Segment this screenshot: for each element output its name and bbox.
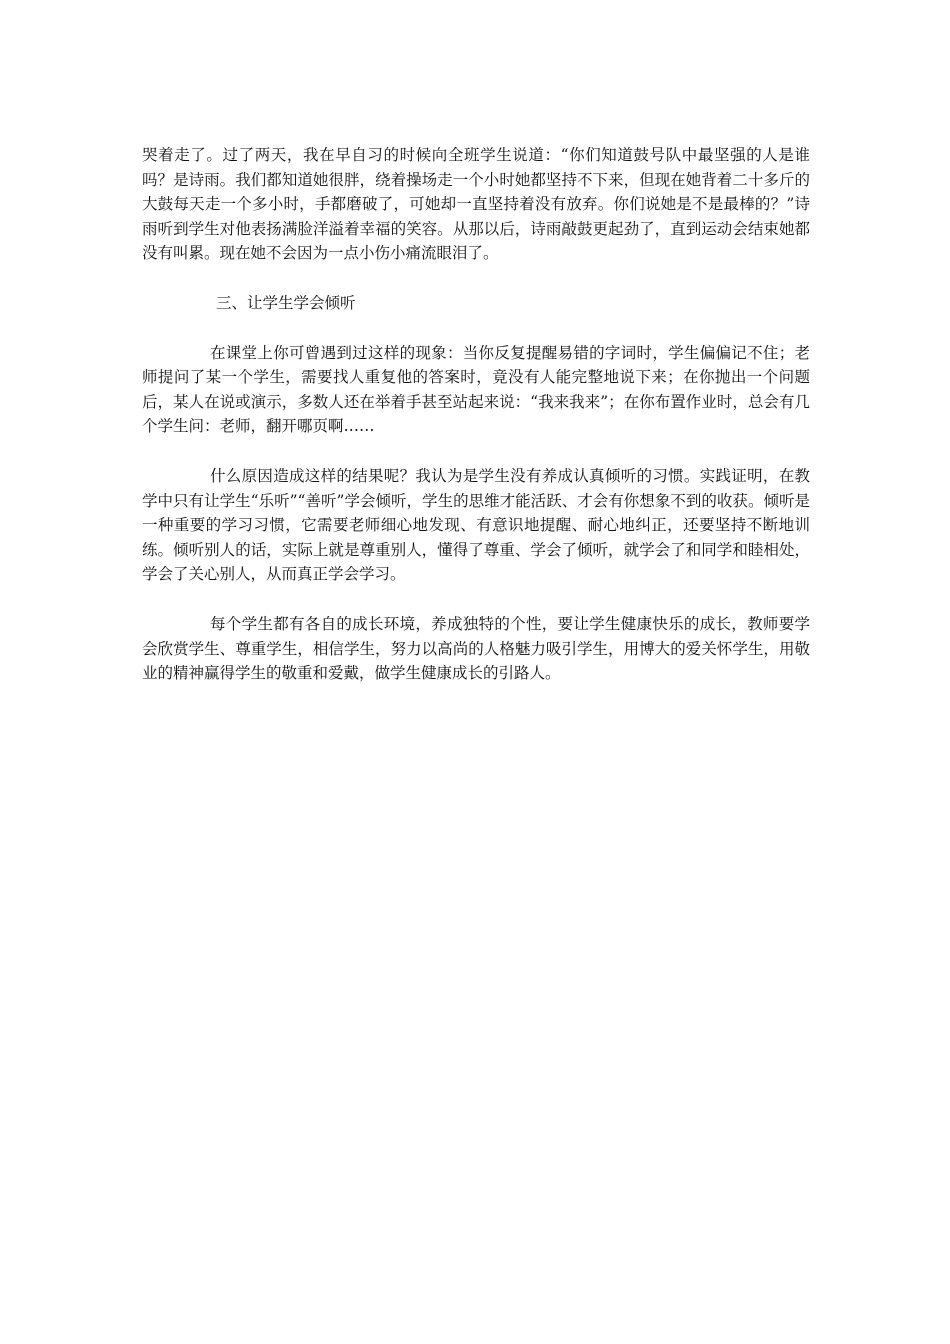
paragraph-listening-reason: 什么原因造成这样的结果呢？我认为是学生没有养成认真倾听的习惯。实践证明，在教学中只有让学生“乐听”“善听”学会倾听，学生的思维才能活跃、才会有你想象不到的收获。倾听是一种重要的学习习惯，它需要老师细心地发现、有意识地提醒、耐心地纠正，还要坚持不断地训练。倾听别人的话，实际上就是尊重别人，懂得了尊重、学会了倾听，就学会了和同学和睦相处，学会了关心别人，从而真正学会学习。: [142, 466, 810, 584]
paragraph-gap: [142, 439, 810, 464]
paragraph-continuation: 哭着走了。过了两天，我在早自习的时候向全班学生说道：“你们知道鼓号队中最坚强的人是谁吗？是诗雨。我们都知道她很胖，绕着操场走一个小时她都坚持不下来，但现在她背着二十多斤的大鼓每天走一个多小时，手都磨破了，可她却一直坚持着没有放弃。你们说她是不是最棒的？”诗雨听到学生对他表扬满脸洋溢着幸福的笑容。从那以后，诗雨敲鼓更起劲了，直到运动会结束她都没有叫累。现在她不会因为一点小伤小痛流眼泪了。: [142, 146, 810, 263]
paragraph-gap: [142, 266, 810, 291]
paragraph-listening-phenomena: 在课堂上你可曾遇到过这样的现象：当你反复提醒易错的字词时，学生偏偏记不住；老师提问了某一个学生，需要找人重复他的答案时，竟没有人能完整地说下来；在你抛出一个问题后，某人在说或演示，多数人还在举着手甚至站起来说：“我来我来”；在你布置作业时，总会有几个学生问：老师，翻开哪页啊……: [142, 343, 810, 436]
document-page: [142, 143, 810, 686]
paragraph-conclusion: 每个学生都有各自的成长环境，养成独特的个性，要让学生健康快乐的成长，教师要学会欣赏学生、尊重学生，相信学生，努力以高尚的人格魅力吸引学生，用博大的爱关怀学生，用敬业的精神赢得学生的敬重和爱戴，做学生健康成长的引路人。: [142, 614, 810, 683]
section-heading: 三、让学生学会倾听: [216, 293, 356, 312]
paragraph-gap: [142, 587, 810, 612]
paragraph-gap: [142, 316, 810, 341]
